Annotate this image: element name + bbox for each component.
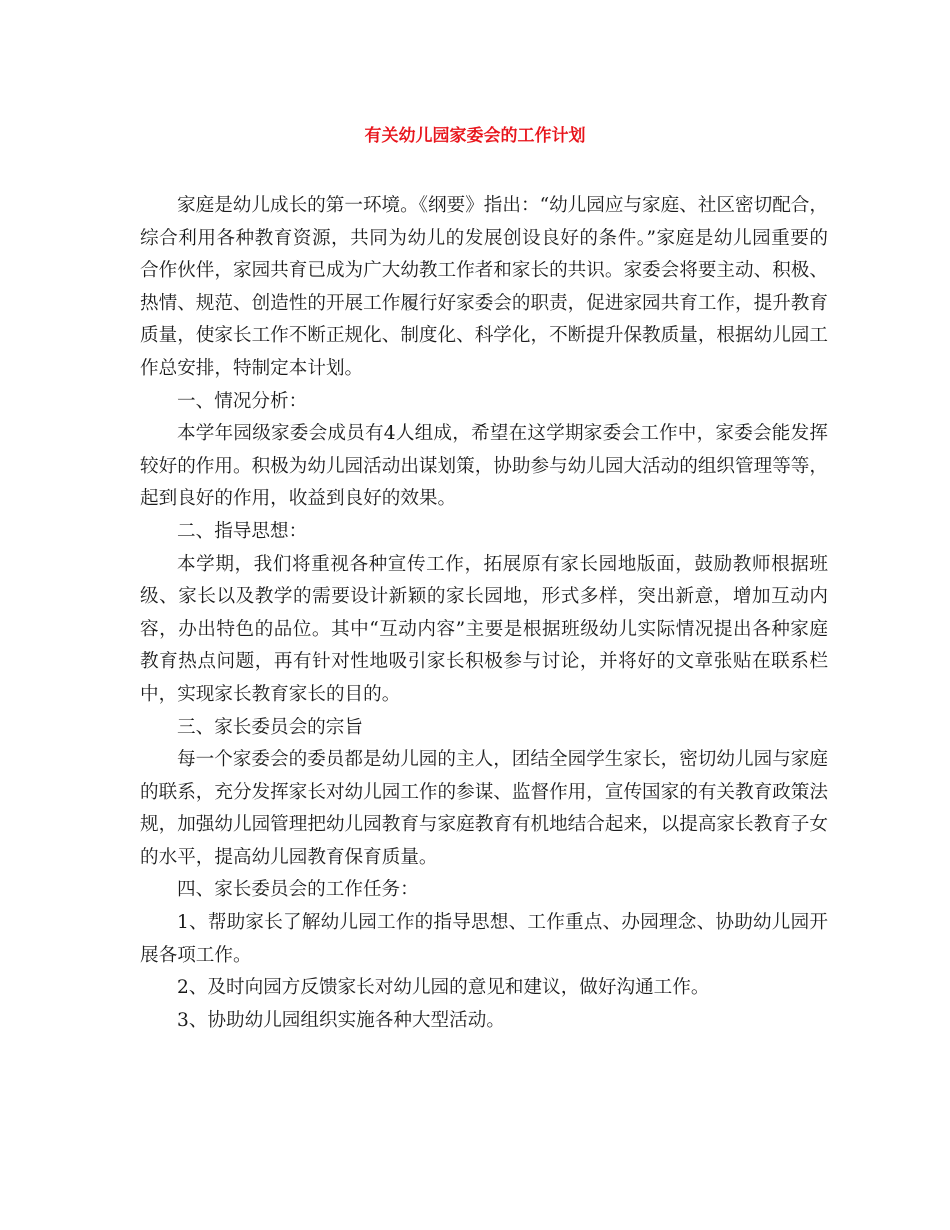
task-item-1: 1、帮助家长了解幼儿园工作的指导思想、工作重点、办园理念、协助幼儿园开展各项工作。 <box>140 912 828 966</box>
heading-situation-analysis: 一、情况分析： <box>177 390 308 412</box>
heading-guiding-ideology: 二、指导思想： <box>177 520 308 542</box>
paragraph-committee-purpose: 每一个家委会的委员都是幼儿园的主人，团结全园学生家长，密切幼儿园与家庭的联系，充分发挥家长对幼儿园工作的参谋、监督作用，宣传国家的有关教育政策法规，加强幼儿园管理把幼儿园教育与家庭教育有机地结合起来，以提高家长教育子女的水平，提高幼儿园教育保育质量。 <box>140 749 828 868</box>
task-item-3: 3、协助幼儿园组织实施各种大型活动。 <box>177 1009 505 1031</box>
heading-committee-tasks: 四、家长委员会的工作任务： <box>177 879 419 901</box>
paragraph-intro: 家庭是幼儿成长的第一环境。《纲要》指出：“幼儿园应与家庭、社区密切配合，综合利用各种教育资源，共同为幼儿的发展创设良好的条件。”家庭是幼儿园重要的合作伙伴，家园共育已成为广大幼教工作者和家长的共识。家委会将要主动、积极、热情、规范、创造性的开展工作履行好家委会的职责，促进家园共育工作，提升教育质量，使家长工作不断正规化、制度化、科学化，不断提升保教质量，根据幼儿园工作总安排，特制定本计划。 <box>140 195 828 379</box>
paragraph-guiding-ideology: 本学期，我们将重视各种宣传工作，拓展原有家长园地版面，鼓励教师根据班级、家长以及教学的需要设计新颖的家长园地，形式多样，突出新意，增加互动内容，办出特色的品位。其中“互动内容”主要是根据班级幼儿实际情况提出各种家庭教育热点问题，再有针对性地吸引家长积极参与讨论，并将好的文章张贴在联系栏中，实现家长教育家长的目的。 <box>140 553 828 705</box>
paragraph-situation-analysis: 本学年园级家委会成员有4人组成，希望在这学期家委会工作中，家委会能发挥较好的作用。积极为幼儿园活动出谋划策，协助参与幼儿园大活动的组织管理等等，起到良好的作用，收益到良好的效果。 <box>140 423 828 510</box>
task-item-2: 2、及时向园方反馈家长对幼儿园的意见和建议，做好沟通工作。 <box>177 977 710 999</box>
heading-committee-purpose: 三、家长委员会的宗旨 <box>177 716 363 738</box>
document-body <box>140 190 828 1037</box>
document-title: 有关幼儿园家委会的工作计划 <box>364 126 586 146</box>
